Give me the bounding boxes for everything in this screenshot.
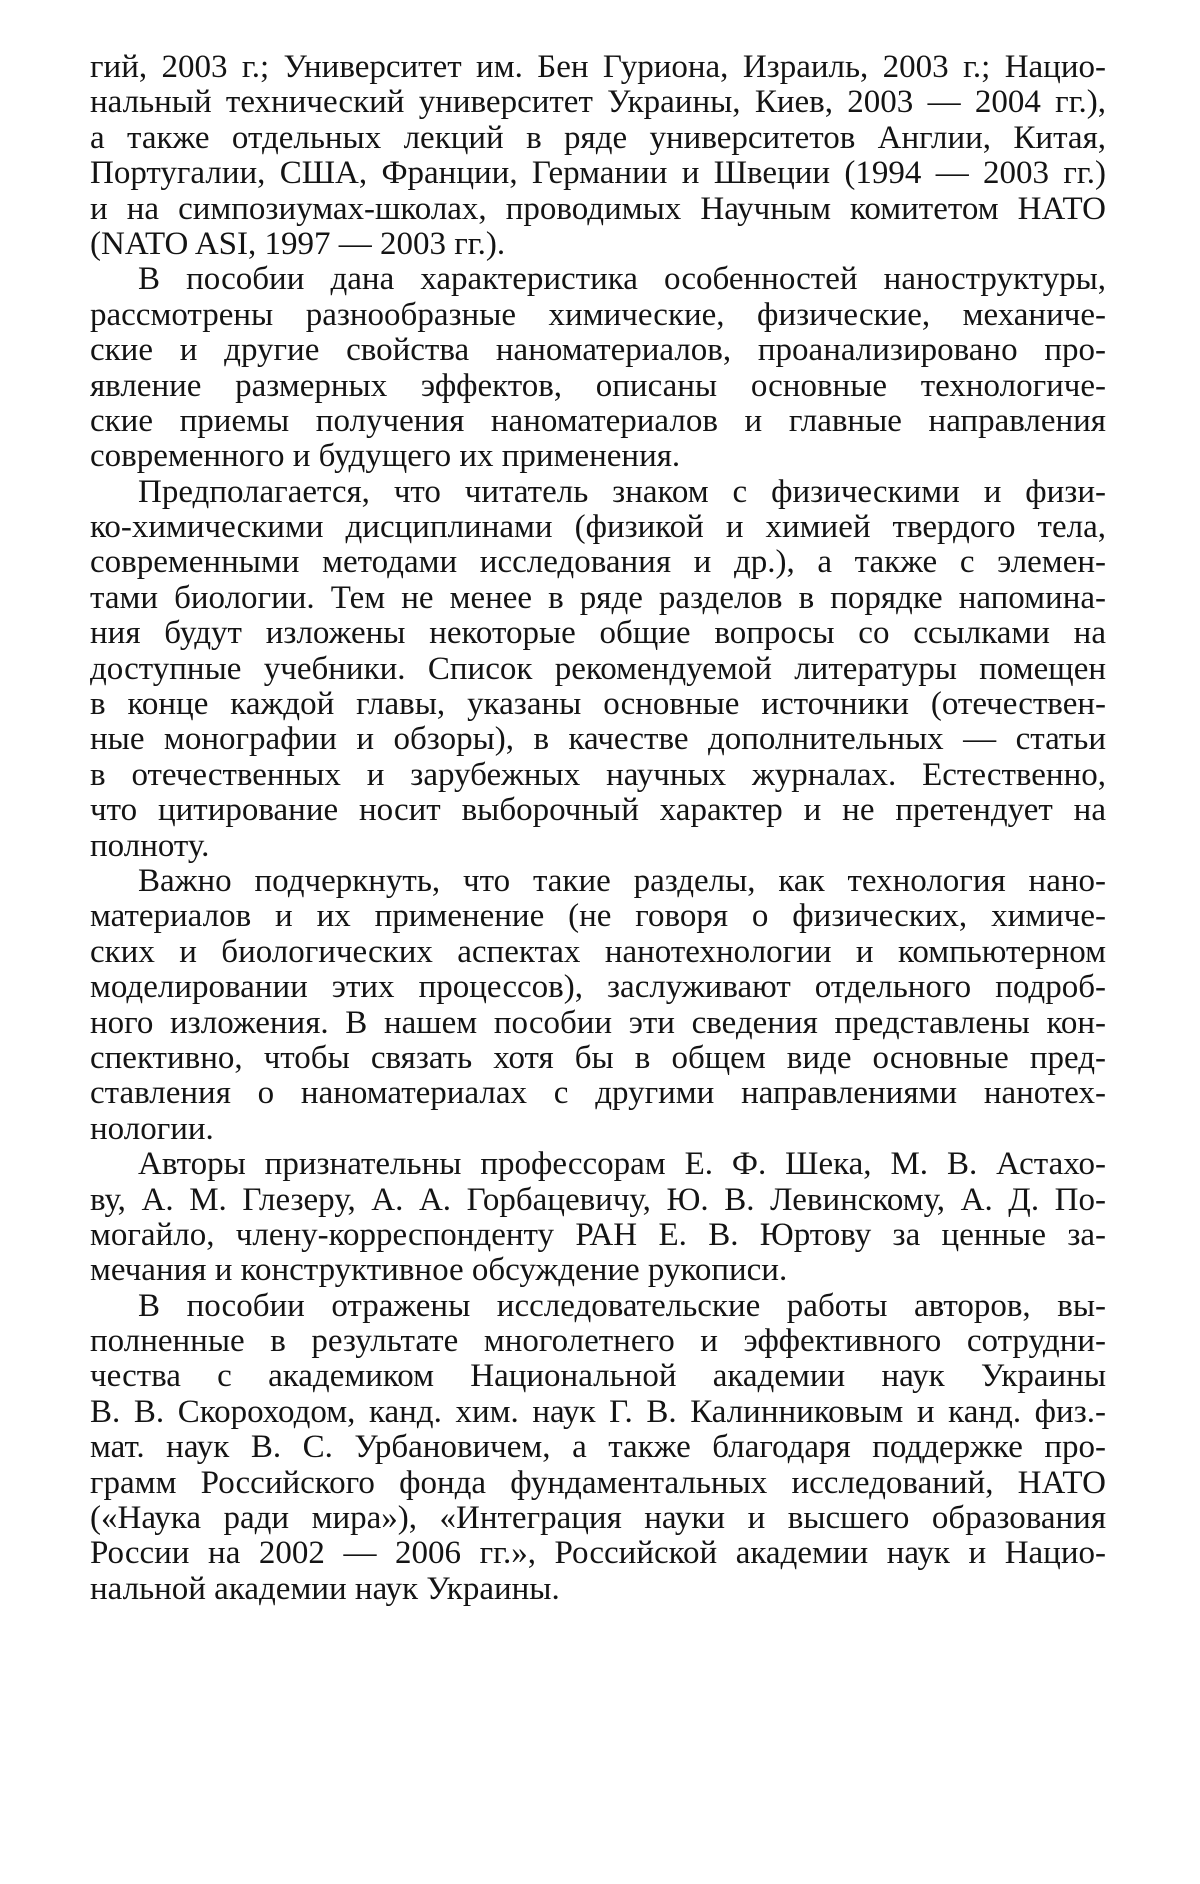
paragraph-5 bbox=[90, 1147, 1106, 1289]
text-line: Авторы признательны профессорам Е. Ф. Шека, М. В. Астахо- bbox=[138, 1146, 1106, 1183]
text-line: моделировании этих процессов), заслуживают отдельного подроб- bbox=[90, 969, 1106, 1006]
paragraph-2 bbox=[90, 262, 1106, 474]
text-line: ко-химическими дисциплинами (физикой и химией твердого тела, bbox=[90, 509, 1106, 546]
text-line: полненные в результате многолетнего и эффективного сотрудни- bbox=[90, 1323, 1106, 1360]
text-line: ного изложения. В нашем пособии эти сведения представлены кон- bbox=[90, 1004, 1106, 1041]
text-line: ные монографии и обзоры), в качестве дополнительных — статьи bbox=[90, 721, 1106, 758]
text-line: гий, 2003 г.; Университет им. Бен Гуриона, Израиль, 2003 г.; Нацио- bbox=[90, 49, 1106, 85]
text-line: чества с академиком Национальной академии наук Украины bbox=[90, 1358, 1106, 1395]
text-line: могайло, члену-корреспонденту РАН Е. В. Юртову за ценные за- bbox=[90, 1216, 1106, 1253]
text-line: тами биологии. Тем не менее в ряде разделов в порядке напомина- bbox=[90, 579, 1106, 616]
text-line: современного и будущего их применения. bbox=[90, 438, 681, 475]
text-line: ния будут изложены некоторые общие вопросы со ссылками на bbox=[90, 615, 1106, 652]
text-line: Важно подчеркнуть, что такие разделы, как технология нано- bbox=[138, 862, 1106, 899]
text-line: и на симпозиумах-школах, проводимых Научным комитетом НАТО bbox=[90, 190, 1106, 227]
text-line: ских и биологических аспектах нанотехнологии и компьютерном bbox=[90, 933, 1106, 970]
text-line: мечания и конструктивное обсуждение рукописи. bbox=[90, 1252, 788, 1289]
text-line: ставления о наноматериалах с другими направлениями нанотех- bbox=[90, 1075, 1106, 1112]
text-line: В пособии отражены исследовательские работы авторов, вы- bbox=[138, 1287, 1106, 1324]
text-line: полноту. bbox=[90, 827, 210, 864]
document-page bbox=[90, 50, 1106, 1607]
text-line: грамм Российского фонда фундаментальных исследований, НАТО bbox=[90, 1464, 1106, 1501]
text-line: ские и другие свойства наноматериалов, проанализировано про- bbox=[90, 332, 1106, 369]
text-line: в отечественных и зарубежных научных журналах. Естественно, bbox=[90, 756, 1106, 793]
text-line: (NATO ASI, 1997 — 2003 гг.). bbox=[90, 225, 506, 262]
paragraph-1 bbox=[90, 50, 1106, 262]
paragraph-4 bbox=[90, 864, 1106, 1147]
text-line: нологии. bbox=[90, 1110, 214, 1147]
text-line: В пособии дана характеристика особенностей наноструктуры, bbox=[138, 261, 1106, 298]
text-line: нальной академии наук Украины. bbox=[90, 1570, 560, 1607]
text-line: рассмотрены разнообразные химические, физические, механиче- bbox=[90, 296, 1106, 333]
text-line: что цитирование носит выборочный характер и не претендует на bbox=[90, 792, 1106, 829]
text-line: спективно, чтобы связать хотя бы в общем виде основные пред- bbox=[90, 1039, 1106, 1076]
text-line: В. В. Скороходом, канд. хим. наук Г. В. Калинниковым и канд. физ.- bbox=[90, 1393, 1106, 1430]
text-line: ские приемы получения наноматериалов и главные направления bbox=[90, 402, 1106, 439]
text-line: ву, А. М. Глезеру, А. А. Горбацевичу, Ю. В. Левинскому, А. Д. По- bbox=[90, 1181, 1106, 1218]
text-line: Предполагается, что читатель знаком с физическими и физи- bbox=[138, 473, 1106, 510]
text-line: материалов и их применение (не говоря о физических, химиче- bbox=[90, 898, 1106, 935]
paragraph-6 bbox=[90, 1289, 1106, 1608]
text-line: Португалии, США, Франции, Германии и Швеции (1994 — 2003 гг.) bbox=[90, 155, 1106, 192]
paragraph-3 bbox=[90, 475, 1106, 864]
text-line: в конце каждой главы, указаны основные источники (отечествен- bbox=[90, 686, 1106, 723]
text-line: а также отдельных лекций в ряде университетов Англии, Китая, bbox=[90, 119, 1106, 156]
text-line: России на 2002 — 2006 гг.», Российской академии наук и Нацио- bbox=[90, 1535, 1106, 1572]
text-line: нальный технический университет Украины, Киев, 2003 — 2004 гг.), bbox=[90, 84, 1106, 121]
text-line: современными методами исследования и др.), а также с элемен- bbox=[90, 544, 1106, 581]
text-line: («Наука ради мира»), «Интеграция науки и высшего образования bbox=[90, 1500, 1106, 1537]
text-line: явление размерных эффектов, описаны основные технологиче- bbox=[90, 367, 1106, 404]
text-line: доступные учебники. Список рекомендуемой литературы помещен bbox=[90, 650, 1106, 687]
text-line: мат. наук В. С. Урбановичем, а также благодаря поддержке про- bbox=[90, 1429, 1106, 1466]
